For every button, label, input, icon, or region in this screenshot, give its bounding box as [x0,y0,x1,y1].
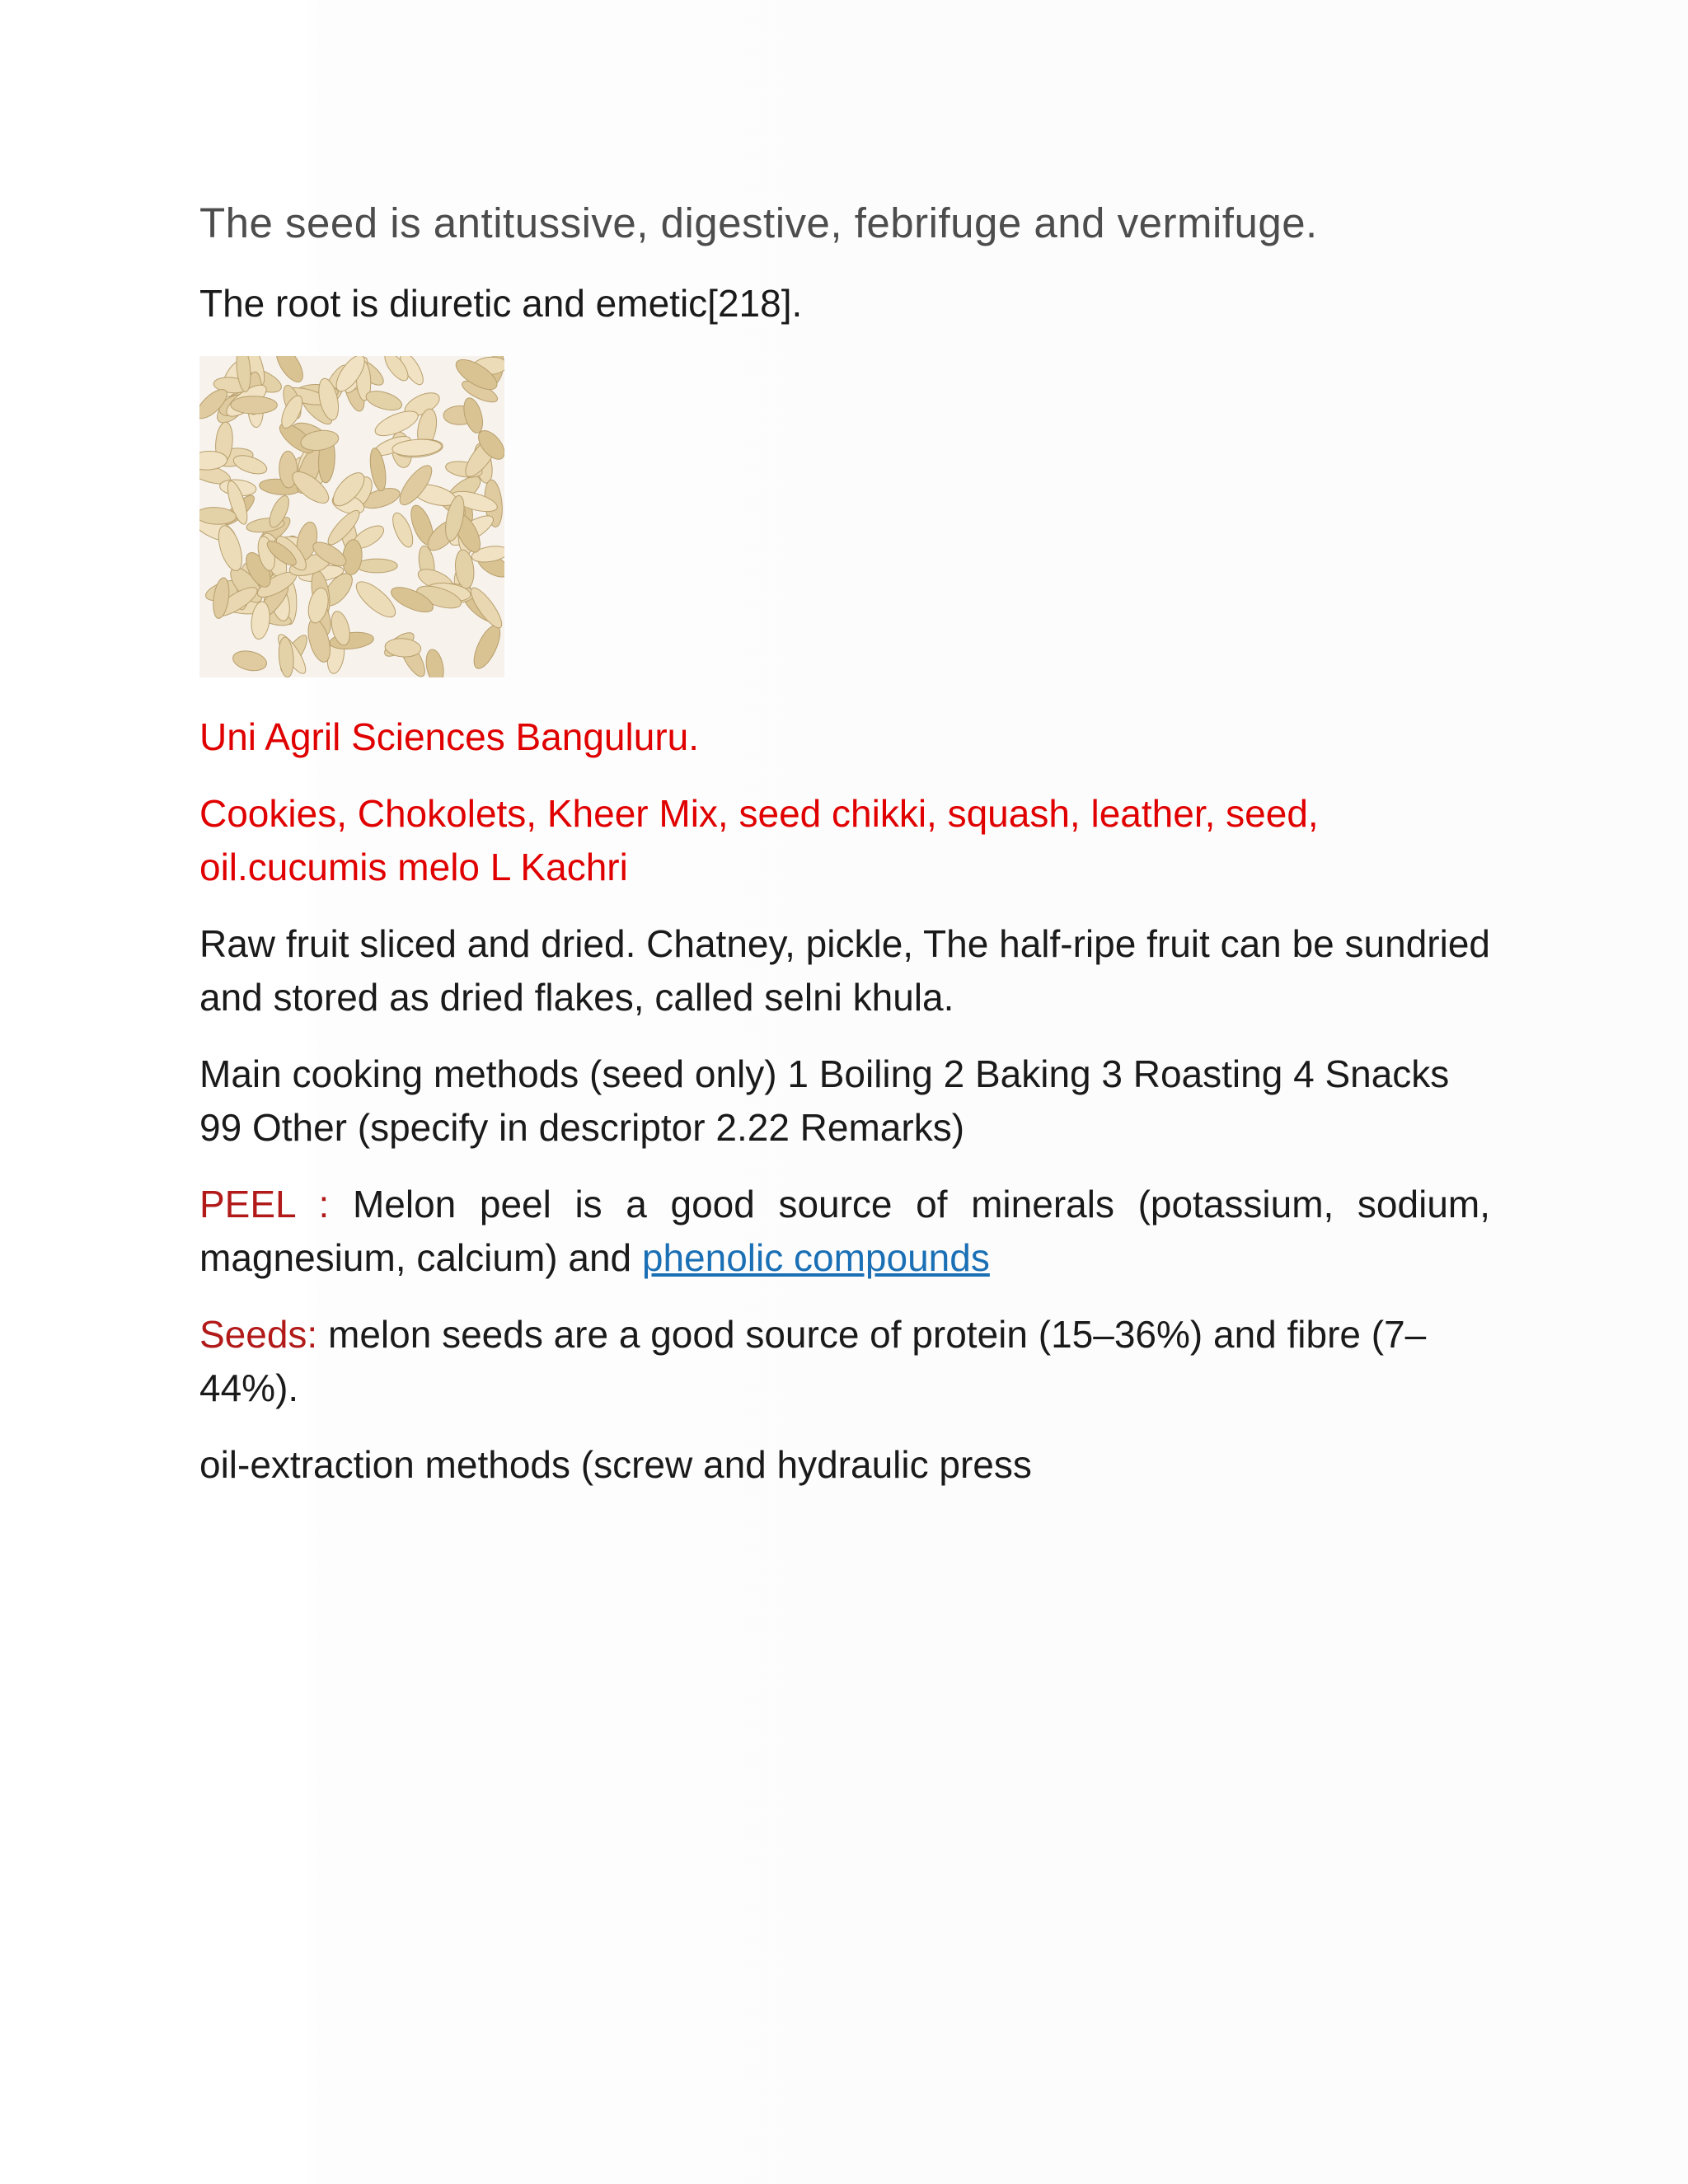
peel-label: PEEL : [199,1183,330,1226]
cooking-methods-text: Main cooking methods (seed only) 1 Boiling 2 Baking 3 Roasting 4 Snacks 99 Other (specify in descriptor 2.22 Remarks) [199,1052,1450,1149]
document-body [199,194,1490,1492]
oil-extraction-text: oil-extraction methods (screw and hydraulic press [199,1443,1032,1486]
root-properties-text: The root is diuretic and emetic[218]. [199,282,803,325]
melon-seeds-illustration [199,356,504,677]
seed-shape [356,559,397,573]
seeds-label: Seeds: [199,1313,318,1356]
peel-text: Melon peel is a good source of minerals (potassium, sodium, magnesium, calcium) and [199,1183,1491,1279]
peel-paragraph [199,1178,1490,1285]
organization-text: Uni Agril Sciences Banguluru. [199,715,699,758]
seed-shape [231,396,278,414]
melon-seeds-image [199,356,504,677]
seed-properties-text: The seed is antitussive, digestive, febrifuge and vermifuge. [199,199,1318,246]
products-text: Cookies, Chokolets, Kheer Mix, seed chikki, squash, leather, seed, oil.cucumis melo L Kachri [199,792,1319,888]
phenolic-compounds-link[interactable]: phenolic compounds [641,1236,990,1279]
seeds-text: melon seeds are a good source of protein (15–36%) and fibre (7–44%). [199,1313,1427,1409]
seeds-paragraph [199,1308,1490,1415]
raw-fruit-text: Raw fruit sliced and dried. Chatney, pickle, The half-ripe fruit can be sundried and stored as dried flakes, called selni khula. [199,922,1490,1019]
